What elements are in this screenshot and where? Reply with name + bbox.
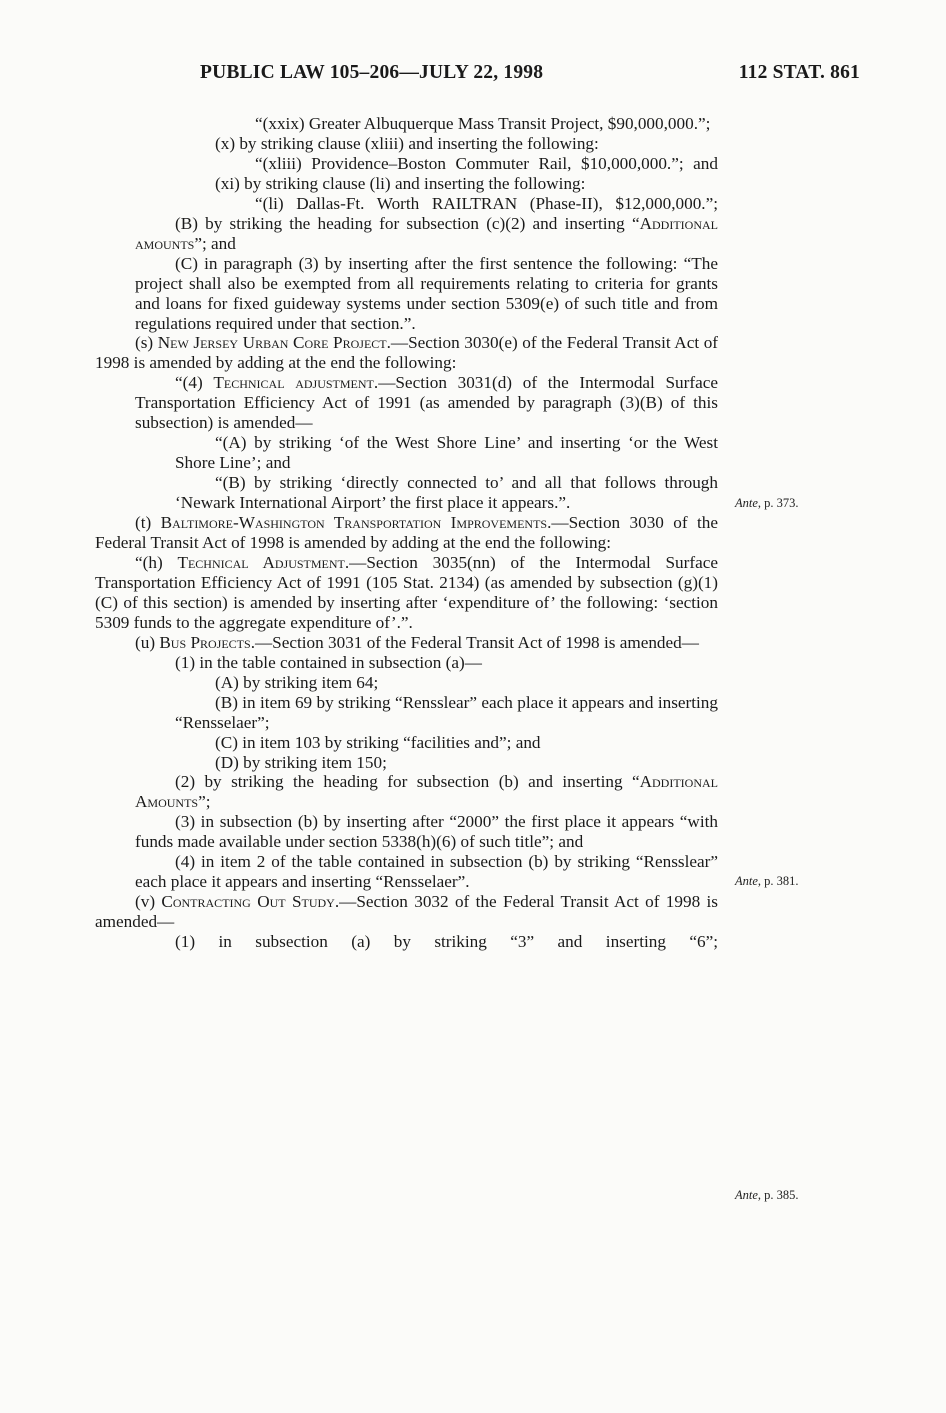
paragraph-u1D: (D) by striking item 150;: [215, 752, 387, 772]
margin-note-page: , p. 373.: [757, 496, 799, 510]
paragraph-B-smallcaps: Additional amounts: [135, 213, 718, 253]
paragraph-4B: “(B) by striking ‘directly connected to’ and all that follows through ‘Newark International Airport’ the first place it appears.”.: [175, 473, 718, 513]
paragraph-s: [95, 333, 718, 373]
paragraph-h: [95, 553, 718, 633]
margin-note-page: , p. 385.: [757, 1188, 799, 1202]
paragraph-u2-post: ”;: [198, 792, 211, 812]
paragraph-v-post: .—Section 3032 of the Federal Transit Act of 1998 is amended—: [95, 892, 718, 932]
paragraph-xliii: “(xliii) Providence–Boston Commuter Rail, $10,000,000.”; and: [255, 153, 718, 173]
paragraph-x: (x) by striking clause (xliii) and inserting the following:: [215, 133, 599, 153]
paragraph-xxix: “(xxix) Greater Albuquerque Mass Transit Project, $90,000,000.”;: [255, 114, 711, 133]
paragraph-s-post: .—Section 3030(e) of the Federal Transit Act of 1998 is amended by adding at the end the following:: [95, 333, 719, 373]
paragraph-xi: (xi) by striking clause (li) and inserting the following:: [215, 173, 586, 193]
paragraph-4A: “(A) by striking ‘of the West Shore Line’ and inserting ‘or the West Shore Line’; and: [175, 433, 718, 473]
margin-note-ref: Ante: [735, 1188, 758, 1202]
header-stat-page: 112 STAT. 861: [738, 62, 860, 83]
paragraph-u3: (3) in subsection (b) by inserting after “2000” the first place it appears “with funds made available under section 5338(h)(6) of such title”; and: [135, 812, 718, 852]
paragraph-v1: (1) in subsection (a) by striking “3” and inserting “6”;: [175, 932, 718, 952]
margin-note-page: , p. 381.: [757, 874, 799, 888]
paragraph-u: [95, 633, 718, 653]
paragraph-v: [95, 892, 718, 932]
paragraph-4-heading: Technical adjustment: [213, 373, 374, 393]
paragraph-u-pre: (u): [135, 632, 160, 652]
paragraph-u-post: .—Section 3031 of the Federal Transit Act of 1998 is amended—: [250, 632, 699, 652]
paragraph-t-heading: Baltimore-Washington Transportation Improvements: [160, 513, 548, 533]
paragraph-u1C: (C) in item 103 by striking “facilities and”; and: [215, 732, 541, 752]
paragraph-u4: (4) in item 2 of the table contained in subsection (b) by striking “Rensslear” each place it appears and inserting “Rensselaer”.: [135, 852, 718, 892]
paragraph-h-pre: “(h): [135, 552, 178, 572]
paragraph-t-post: .—Section 3030 of the Federal Transit Act of 1998 is amended by adding at the end the following:: [95, 513, 719, 553]
margin-note-ref: Ante: [735, 874, 758, 888]
paragraph-h-heading: Technical Adjustment: [177, 552, 345, 572]
paragraph-u1: (1) in the table contained in subsection (a)—: [175, 652, 482, 672]
paragraph-v-pre: (v): [135, 892, 162, 912]
paragraph-v-heading: Contracting Out Study: [161, 892, 335, 912]
margin-note-ante-385: [735, 1188, 799, 1203]
margin-note-ante-373: [735, 496, 799, 511]
paragraph-h-post: .—Section 3035(nn) of the Intermodal Surface Transportation Efficiency Act of 1991 (105 Stat. 2134) (as amended by subsection (g)(1)(C) of this section) is amended by inserting after ‘expenditure of’ the following: ‘section 5309 funds to the aggregate expenditure of’.”.: [95, 552, 718, 632]
paragraph-li: “(li) Dallas-Ft. Worth RAILTRAN (Phase-II), $12,000,000.”;: [255, 193, 718, 213]
paragraph-s-pre: (s): [135, 333, 158, 353]
header-title: PUBLIC LAW 105–206—JULY 22, 1998: [200, 62, 544, 83]
paragraph-B: [95, 214, 718, 254]
paragraph-s-heading: New Jersey Urban Core Project: [157, 333, 387, 353]
paragraph-u2-pre: (2) by striking the heading for subsection (b) and inserting “: [175, 772, 640, 792]
paragraph-4-pre: “(4): [175, 373, 214, 393]
paragraph-u2: [95, 772, 718, 812]
paragraph-t-pre: (t): [135, 513, 161, 533]
paragraph-B-post: ”; and: [194, 233, 236, 253]
paragraph-u1A: (A) by striking item 64;: [215, 672, 379, 692]
margin-note-ref: Ante: [735, 496, 758, 510]
paragraph-u2-smallcaps: Additional Amounts: [135, 772, 718, 812]
paragraph-C: (C) in paragraph (3) by inserting after the first sentence the following: “The project shall also be exempted from all requirements relating to criteria for grants and loans for fixed guideway systems under section 5309(e) of such title and from regulations required under that section.”.: [135, 253, 718, 333]
paragraph-u1B: (B) in item 69 by striking “Rensslear” each place it appears and inserting “Rensselaer”;: [175, 692, 718, 732]
paragraph-4: [95, 373, 718, 433]
paragraph-t: [95, 513, 718, 553]
paragraph-u-heading: Bus Projects: [159, 632, 251, 652]
paragraph-B-pre: (B) by striking the heading for subsection (c)(2) and inserting “: [175, 213, 640, 233]
margin-note-ante-381: [735, 874, 799, 889]
paragraph-4-post: .—Section 3031(d) of the Intermodal Surface Transportation Efficiency Act of 1991 (as amended by paragraph (3)(B) of this subsection) is amended—: [135, 373, 718, 433]
document-body: [95, 114, 718, 952]
